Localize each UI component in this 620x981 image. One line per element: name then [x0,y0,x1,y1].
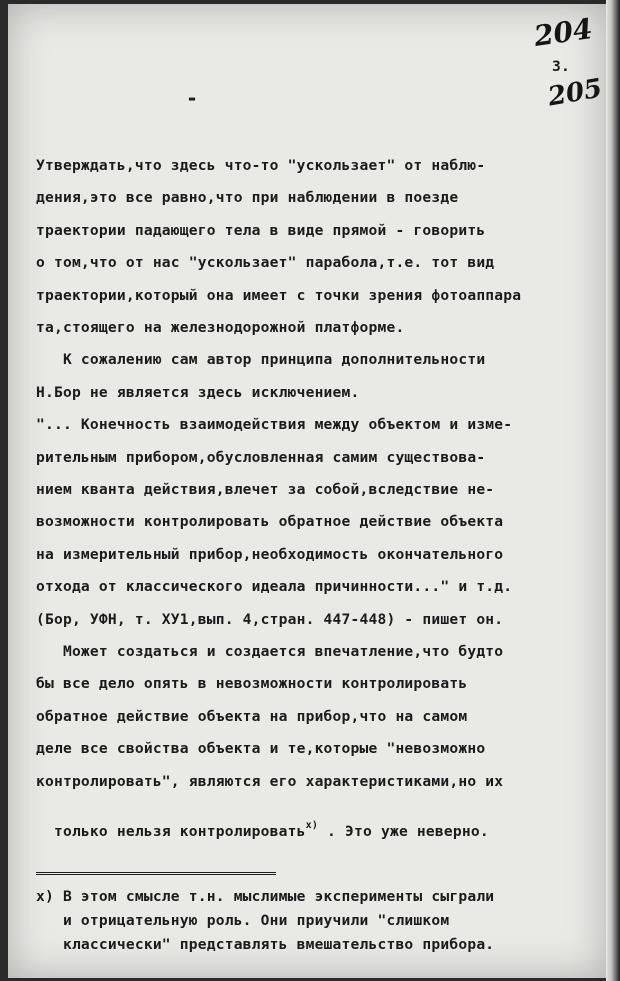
body-line: нием кванта действия,влечет за собой,вследствие не- [36,481,495,498]
body-line: траектории падающего тела в виде прямой - говорить [36,221,486,239]
handwritten-page-number-top: 204 [531,12,595,53]
handwritten-page-number-bottom: 205 [545,73,605,113]
body-line: отхода от классического идеала причинности..." и т.д. [36,578,513,596]
footnote-line: х) В этом смысле т.н. мыслимые эксперименты сыграли [36,888,495,905]
body-line: обратное действие объекта на прибор,что на самом [36,707,468,725]
header-dash: - [186,86,199,110]
last-line-text: только нельзя контролировать [53,823,306,840]
footnote-line: и отрицательную роль. Они приучили "слишком [36,912,450,929]
body-line-last [36,803,489,840]
footnote-rule [36,872,276,875]
body-line: траектории,который она имеет с точки зрения фотоаппара [36,286,522,304]
body-line: бы все дело опять в невозможности контролировать [36,675,468,693]
body-line: Утверждать,что здесь что-то "ускользает" от наблю- [36,157,486,174]
page-edge-shadow [606,0,620,981]
body-line: рительным прибором,обусловленная самим существова- [36,448,486,466]
body-line: о том,что от нас "ускользает" парабола,т.е. тот вид [36,254,495,272]
body-line: деле все свойства объекта и те,которые "невозможно [36,740,486,758]
body-line: (Бор, УФН, т. ХУ1,вып. 4,стран. 447-448) - пишет он. [36,610,504,628]
footnote-mark: х) [305,820,319,831]
body-line: "... Конечность взаимодействия между объектом и изме- [36,416,513,434]
footnote-line: классически" представлять вмешательство прибора. [36,936,495,953]
body-line: контролировать", являются его характеристиками,но их [36,772,504,790]
body-line: на измерительный прибор,необходимость окончательного [36,545,504,563]
body-line: та,стоящего на железнодорожной платформе. [36,319,405,336]
body-line: Может создаться и создается впечатление,что будто [36,643,504,660]
body-line: К сожалению сам автор принципа дополнительности [36,351,486,369]
page-number: 3. [552,58,570,75]
body-line: Н.Бор не является здесь исключением. [36,383,360,401]
body-line: дения,это все равно,что при наблюдении в поезде [36,189,459,207]
last-line-tail: . Это уже неверно. [318,823,489,840]
body-line: возможности контролировать обратное действие объекта [36,513,504,531]
